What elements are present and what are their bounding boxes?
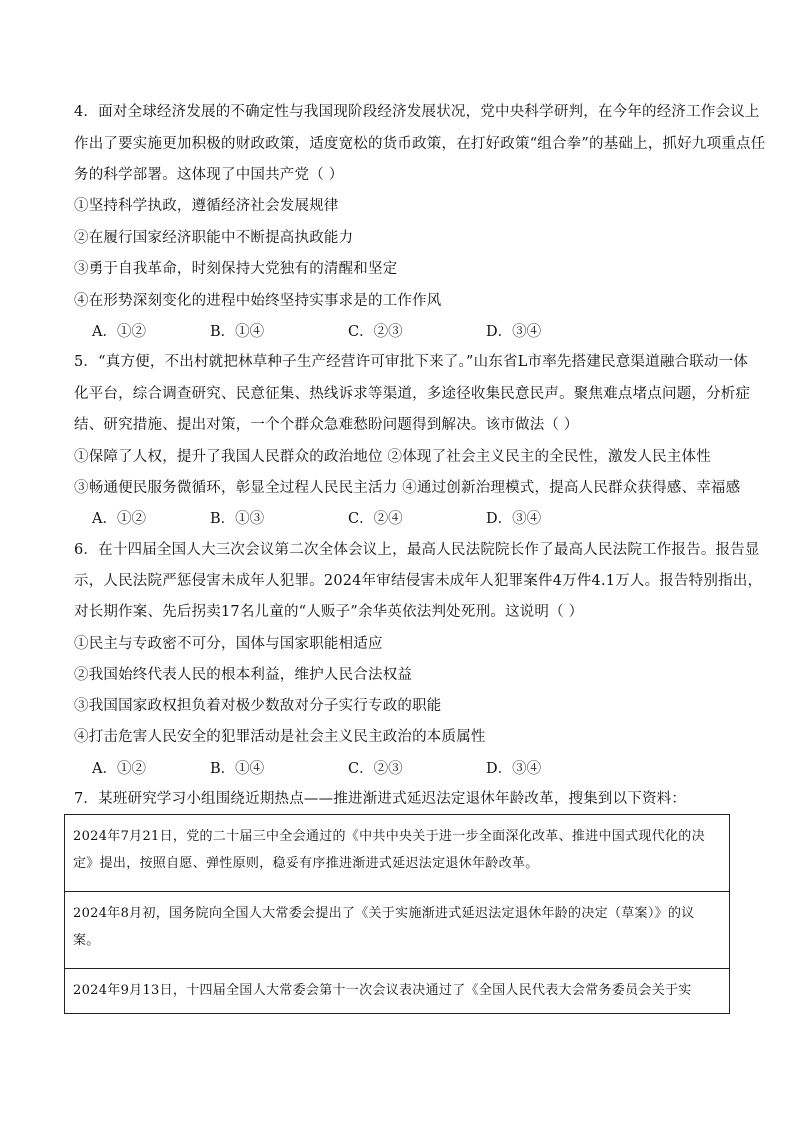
q4-option-c[interactable]: C．②③ <box>348 324 403 340</box>
material-row <box>65 815 730 892</box>
q5-option-a[interactable]: A．①② <box>92 511 146 527</box>
q5-stem-line-1: 5．“真方便，不出村就把林草种子生产经营许可审批下来了。”山东省L市率先搭建民意渠道融合联动一体 <box>74 354 749 370</box>
material-cell-2: 2024年8月初，国务院向全国人大常委会提出了《关于实施渐进式延迟法定退休年龄的决定（草案）》的议案。 <box>65 892 730 969</box>
q5-option-d[interactable]: D．③④ <box>486 511 542 527</box>
q4-stem-line-3: 务的科学部署。这体现了中国共产党（ ） <box>74 167 344 183</box>
material-row <box>65 892 730 969</box>
q6-option-d[interactable]: D．③④ <box>486 761 542 777</box>
material-cell-3: 2024年9月13日，十四届全国人大常委会第十一次会议表决通过了《全国人民代表大会常务委员会关于实 <box>65 969 730 1014</box>
q6-option-a[interactable]: A．①② <box>92 761 146 777</box>
q4-statement-2: ②在履行国家经济职能中不断提高执政能力 <box>74 230 354 246</box>
q7-stem-line-1: 7．某班研究学习小组围绕近期热点——推进渐进式延迟法定退休年龄改革，搜集到以下资料： <box>74 791 687 807</box>
q5-option-b[interactable]: B．①③ <box>210 511 265 527</box>
q5-stem-line-2: 化平台，综合调查研究、民意征集、热线诉求等渠道，多途径收集民意民声。聚焦难点堵点问题，分析症 <box>74 386 751 402</box>
q5-stem-line-3: 结、研究措施、提出对策，一个个群众急难愁盼问题得到解决。该市做法（ ） <box>74 417 579 433</box>
q4-statement-3: ③勇于自我革命，时刻保持大党独有的清醒和坚定 <box>74 261 398 277</box>
q6-statement-3: ③我国国家政权担负着对极少数敌对分子实行专政的职能 <box>74 698 442 714</box>
q6-statement-4: ④打击危害人民安全的犯罪活动是社会主义民主政治的本质属性 <box>74 729 486 745</box>
q4-statement-4: ④在形势深刻变化的进程中始终坚持实事求是的工作作风 <box>74 293 442 309</box>
q6-option-c[interactable]: C．②③ <box>348 761 403 777</box>
material-row <box>65 969 730 1014</box>
q5-option-c[interactable]: C．②④ <box>348 511 403 527</box>
q6-stem-line-2: 示，人民法院严惩侵害未成年人犯罪。2024年审结侵害未成年人犯罪案件4万件4.1万人。报告特别指出， <box>74 573 763 589</box>
q4-statement-1: ①坚持科学执政，遵循经济社会发展规律 <box>74 198 339 214</box>
q6-stem-line-1: 6．在十四届全国人大三次会议第二次全体会议上，最高人民法院院长作了最高人民法院工作报告。报告显 <box>74 542 760 558</box>
material-cell-1: 2024年7月21日，党的二十届三中全会通过的《中共中央关于进一步全面深化改革、推进中国式现代化的决定》提出，按照自愿、弹性原则，稳妥有序推进渐进式延迟法定退休年龄改革。 <box>65 815 730 892</box>
q6-option-b[interactable]: B．①④ <box>210 761 265 777</box>
q5-statements-3-4: ③畅通便民服务微循环，彰显全过程人民民主活力 ④通过创新治理模式，提高人民群众获得感、幸福感 <box>74 480 741 496</box>
q4-option-b[interactable]: B．①④ <box>210 324 265 340</box>
q4-option-a[interactable]: A．①② <box>92 324 146 340</box>
q4-stem-line-2: 作出了要实施更加积极的财政政策，适度宽松的货币政策，在打好政策“组合拳”的基础上，抓好九项重点任 <box>74 136 766 152</box>
q6-stem-line-3: 对长期作案、先后拐卖17名儿童的“人贩子”余华英依法判处死刑。这说明（ ） <box>74 604 584 620</box>
q4-option-d[interactable]: D．③④ <box>486 324 542 340</box>
q6-statement-1: ①民主与专政密不可分，国体与国家职能相适应 <box>74 636 383 652</box>
q6-statement-2: ②我国始终代表人民的根本利益，维护人民合法权益 <box>74 667 413 683</box>
q5-statements-1-2: ①保障了人权，提升了我国人民群众的政治地位 ②体现了社会主义民主的全民性，激发人民主体性 <box>74 449 711 465</box>
q4-stem-line-1: 4．面对全球经济发展的不确定性与我国现阶段经济发展状况，党中央科学研判，在今年的经济工作会议上 <box>74 104 760 120</box>
material-table <box>64 814 730 1014</box>
